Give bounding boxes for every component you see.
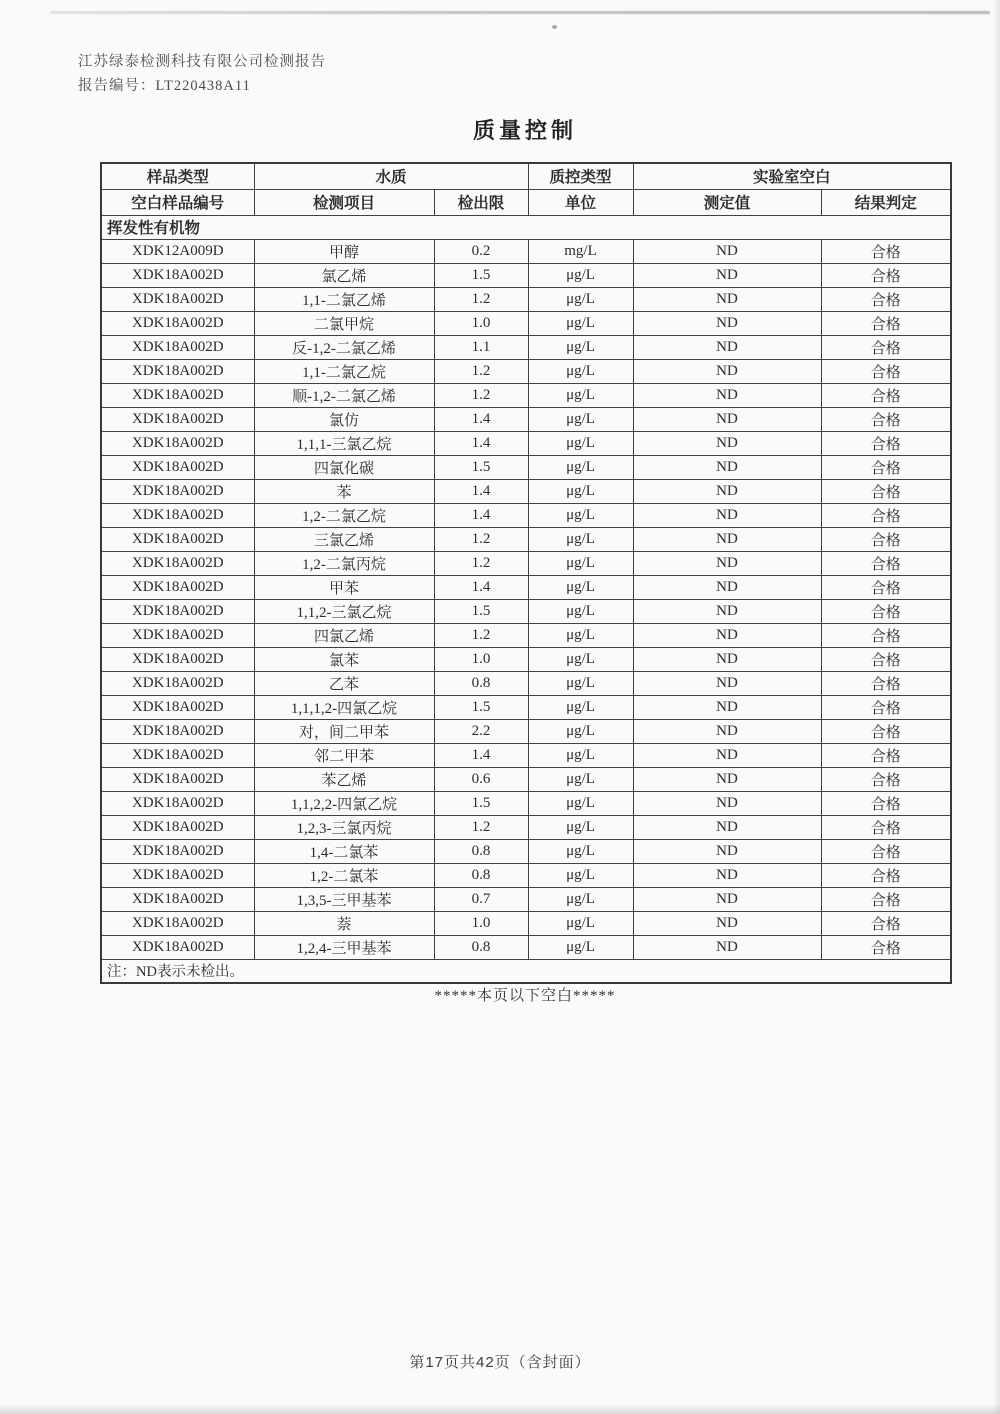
header-analyte: 检测项目 [254,189,434,215]
analyte-cell: 二氯甲烷 [254,311,434,335]
judgment-cell: 合格 [821,311,951,335]
judgment-cell: 合格 [821,839,951,863]
header-matrix: 水质 [254,163,528,189]
detection-limit-cell: 0.2 [434,239,528,263]
table-note: 注：ND表示未检出。 [101,959,951,983]
detection-limit-cell: 1.2 [434,359,528,383]
analyte-cell: 邻二甲苯 [254,743,434,767]
judgment-cell: 合格 [821,503,951,527]
detection-limit-cell: 1.5 [434,791,528,815]
table-row [101,503,951,527]
detection-limit-cell: 0.8 [434,839,528,863]
table-row [101,719,951,743]
sample-id-cell: XDK18A002D [101,743,254,767]
header-qc-type: 质控类型 [528,163,633,189]
unit-cell: μg/L [528,359,633,383]
table-header-row-1 [101,163,951,189]
judgment-cell: 合格 [821,263,951,287]
scan-right-shade [993,0,1000,1414]
analyte-cell: 1,1,1,2-四氯乙烷 [254,695,434,719]
sample-id-cell: XDK12A009D [101,239,254,263]
analyte-cell: 1,1,2,2-四氯乙烷 [254,791,434,815]
measured-value-cell: ND [633,263,821,287]
measured-value-cell: ND [633,431,821,455]
unit-cell: μg/L [528,743,633,767]
measured-value-cell: ND [633,815,821,839]
measured-value-cell: ND [633,863,821,887]
judgment-cell: 合格 [821,575,951,599]
measured-value-cell: ND [633,887,821,911]
sample-id-cell: XDK18A002D [101,527,254,551]
judgment-cell: 合格 [821,815,951,839]
analyte-cell: 1,2,3-三氯丙烷 [254,815,434,839]
analyte-cell: 1,1-二氯乙烯 [254,287,434,311]
table-row [101,887,951,911]
scan-dot-artifact [552,25,557,29]
unit-cell: μg/L [528,887,633,911]
detection-limit-cell: 0.6 [434,767,528,791]
measured-value-cell: ND [633,311,821,335]
sample-id-cell: XDK18A002D [101,383,254,407]
sample-id-cell: XDK18A002D [101,335,254,359]
sample-id-cell: XDK18A002D [101,647,254,671]
unit-cell: μg/L [528,287,633,311]
detection-limit-cell: 2.2 [434,719,528,743]
sample-id-cell: XDK18A002D [101,671,254,695]
detection-limit-cell: 1.4 [434,479,528,503]
measured-value-cell: ND [633,407,821,431]
judgment-cell: 合格 [821,455,951,479]
analyte-cell: 三氯乙烯 [254,527,434,551]
judgment-cell: 合格 [821,767,951,791]
detection-limit-cell: 1.5 [434,263,528,287]
sample-id-cell: XDK18A002D [101,263,254,287]
analyte-cell: 氯苯 [254,647,434,671]
sample-id-cell: XDK18A002D [101,719,254,743]
measured-value-cell: ND [633,383,821,407]
table-row [101,455,951,479]
analyte-cell: 乙苯 [254,671,434,695]
measured-value-cell: ND [633,719,821,743]
measured-value-cell: ND [633,935,821,959]
header-detection-limit: 检出限 [434,189,528,215]
table-header-row-2 [101,189,951,215]
sample-id-cell: XDK18A002D [101,599,254,623]
table-row [101,815,951,839]
detection-limit-cell: 1.4 [434,503,528,527]
table-row [101,671,951,695]
judgment-cell: 合格 [821,695,951,719]
measured-value-cell: ND [633,791,821,815]
detection-limit-cell: 1.2 [434,551,528,575]
measured-value-cell: ND [633,839,821,863]
analyte-cell: 反-1,2-二氯乙烯 [254,335,434,359]
judgment-cell: 合格 [821,719,951,743]
analyte-cell: 1,2-二氯丙烷 [254,551,434,575]
table-row [101,551,951,575]
sample-id-cell: XDK18A002D [101,623,254,647]
table-row [101,431,951,455]
header-measured-value: 测定值 [633,189,821,215]
detection-limit-cell: 1.2 [434,815,528,839]
detection-limit-cell: 1.2 [434,527,528,551]
detection-limit-cell: 0.8 [434,863,528,887]
judgment-cell: 合格 [821,287,951,311]
measured-value-cell: ND [633,455,821,479]
unit-cell: μg/L [528,791,633,815]
table-row [101,311,951,335]
analyte-cell: 甲苯 [254,575,434,599]
measured-value-cell: ND [633,743,821,767]
judgment-cell: 合格 [821,239,951,263]
sample-id-cell: XDK18A002D [101,887,254,911]
table-row [101,407,951,431]
judgment-cell: 合格 [821,479,951,503]
unit-cell: μg/L [528,575,633,599]
table-row [101,599,951,623]
judgment-cell: 合格 [821,647,951,671]
analyte-cell: 顺-1,2-二氯乙烯 [254,383,434,407]
unit-cell: μg/L [528,695,633,719]
unit-cell: μg/L [528,911,633,935]
measured-value-cell: ND [633,695,821,719]
unit-cell: μg/L [528,647,633,671]
unit-cell: μg/L [528,503,633,527]
judgment-cell: 合格 [821,671,951,695]
measured-value-cell: ND [633,671,821,695]
page-number: 第17页共42页（含封面） [409,1354,591,1371]
detection-limit-cell: 1.0 [434,911,528,935]
unit-cell: mg/L [528,239,633,263]
detection-limit-cell: 1.5 [434,695,528,719]
judgment-cell: 合格 [821,743,951,767]
judgment-cell: 合格 [821,599,951,623]
sample-id-cell: XDK18A002D [101,479,254,503]
sample-id-cell: XDK18A002D [101,839,254,863]
judgment-cell: 合格 [821,407,951,431]
detection-limit-cell: 1.4 [434,743,528,767]
sample-id-cell: XDK18A002D [101,551,254,575]
detection-limit-cell: 1.0 [434,311,528,335]
unit-cell: μg/L [528,863,633,887]
table-row [101,263,951,287]
analyte-cell: 萘 [254,911,434,935]
measured-value-cell: ND [633,575,821,599]
table-row [101,527,951,551]
report-number-line: 报告编号：LT220438A11 [78,78,251,94]
judgment-cell: 合格 [821,863,951,887]
judgment-cell: 合格 [821,383,951,407]
analyte-cell: 四氯化碳 [254,455,434,479]
table-row [101,623,951,647]
table-row [101,383,951,407]
detection-limit-cell: 0.8 [434,935,528,959]
unit-cell: μg/L [528,527,633,551]
judgment-cell: 合格 [821,551,951,575]
table-row [101,575,951,599]
analyte-cell: 对，间二甲苯 [254,719,434,743]
sample-id-cell: XDK18A002D [101,455,254,479]
analyte-cell: 四氯乙烯 [254,623,434,647]
detection-limit-cell: 1.2 [434,623,528,647]
analyte-cell: 甲醇 [254,239,434,263]
table-row [101,791,951,815]
judgment-cell: 合格 [821,791,951,815]
measured-value-cell: ND [633,239,821,263]
detection-limit-cell: 0.7 [434,887,528,911]
table-row [101,743,951,767]
table-row [101,935,951,959]
analyte-cell: 氯仿 [254,407,434,431]
unit-cell: μg/L [528,623,633,647]
measured-value-cell: ND [633,911,821,935]
section-row-voc [101,215,951,239]
page-title: 质量控制 [472,118,577,143]
header-blank-sample-id: 空白样品编号 [101,189,254,215]
table-row [101,287,951,311]
measured-value-cell: ND [633,647,821,671]
measured-value-cell: ND [633,287,821,311]
table-row [101,239,951,263]
header-unit: 单位 [528,189,633,215]
unit-cell: μg/L [528,839,633,863]
analyte-cell: 苯 [254,479,434,503]
unit-cell: μg/L [528,479,633,503]
analyte-cell: 苯乙烯 [254,767,434,791]
detection-limit-cell: 1.0 [434,647,528,671]
scan-edge-artifact [50,11,990,14]
judgment-cell: 合格 [821,527,951,551]
measured-value-cell: ND [633,527,821,551]
unit-cell: μg/L [528,455,633,479]
detection-limit-cell: 1.4 [434,407,528,431]
detection-limit-cell: 1.2 [434,383,528,407]
measured-value-cell: ND [633,359,821,383]
sample-id-cell: XDK18A002D [101,695,254,719]
detection-limit-cell: 1.5 [434,599,528,623]
sample-id-cell: XDK18A002D [101,935,254,959]
judgment-cell: 合格 [821,335,951,359]
measured-value-cell: ND [633,479,821,503]
table-row [101,479,951,503]
unit-cell: μg/L [528,815,633,839]
analyte-cell: 1,1,1-三氯乙烷 [254,431,434,455]
sample-id-cell: XDK18A002D [101,791,254,815]
analyte-cell: 氯乙烯 [254,263,434,287]
table-row [101,647,951,671]
detection-limit-cell: 1.2 [434,287,528,311]
unit-cell: μg/L [528,599,633,623]
report-header [78,50,326,98]
sample-id-cell: XDK18A002D [101,575,254,599]
analyte-cell: 1,1-二氯乙烷 [254,359,434,383]
table-row [101,863,951,887]
analyte-cell: 1,2-二氯乙烷 [254,503,434,527]
section-label: 挥发性有机物 [101,215,951,239]
table-note-row [101,959,951,983]
company-report-line: 江苏绿泰检测科技有限公司检测报告 [78,54,326,70]
detection-limit-cell: 1.5 [434,455,528,479]
table-row [101,695,951,719]
header-lab-blank: 实验室空白 [633,163,951,189]
measured-value-cell: ND [633,599,821,623]
measured-value-cell: ND [633,623,821,647]
unit-cell: μg/L [528,383,633,407]
sample-id-cell: XDK18A002D [101,359,254,383]
unit-cell: μg/L [528,767,633,791]
sample-id-cell: XDK18A002D [101,311,254,335]
quality-control-table [100,162,952,984]
sample-id-cell: XDK18A002D [101,407,254,431]
table-row [101,335,951,359]
unit-cell: μg/L [528,407,633,431]
detection-limit-cell: 1.4 [434,575,528,599]
sample-id-cell: XDK18A002D [101,503,254,527]
judgment-cell: 合格 [821,431,951,455]
measured-value-cell: ND [633,767,821,791]
unit-cell: μg/L [528,551,633,575]
sample-id-cell: XDK18A002D [101,863,254,887]
sample-id-cell: XDK18A002D [101,911,254,935]
analyte-cell: 1,2-二氯苯 [254,863,434,887]
unit-cell: μg/L [528,935,633,959]
table-row [101,839,951,863]
judgment-cell: 合格 [821,359,951,383]
judgment-cell: 合格 [821,623,951,647]
header-judgment: 结果判定 [821,189,951,215]
analyte-cell: 1,4-二氯苯 [254,839,434,863]
blank-below-note: *****本页以下空白***** [434,988,616,1004]
unit-cell: μg/L [528,671,633,695]
sample-id-cell: XDK18A002D [101,815,254,839]
sample-id-cell: XDK18A002D [101,287,254,311]
detection-limit-cell: 1.1 [434,335,528,359]
analyte-cell: 1,3,5-三甲基苯 [254,887,434,911]
analyte-cell: 1,2,4-三甲基苯 [254,935,434,959]
detection-limit-cell: 0.8 [434,671,528,695]
header-sample-type: 样品类型 [101,163,254,189]
measured-value-cell: ND [633,503,821,527]
unit-cell: μg/L [528,431,633,455]
judgment-cell: 合格 [821,911,951,935]
judgment-cell: 合格 [821,935,951,959]
analyte-cell: 1,1,2-三氯乙烷 [254,599,434,623]
unit-cell: μg/L [528,311,633,335]
judgment-cell: 合格 [821,887,951,911]
table-row [101,359,951,383]
sample-id-cell: XDK18A002D [101,767,254,791]
table-row [101,911,951,935]
sample-id-cell: XDK18A002D [101,431,254,455]
measured-value-cell: ND [633,551,821,575]
measured-value-cell: ND [633,335,821,359]
scan-bottom-shade [0,1404,1000,1414]
unit-cell: μg/L [528,719,633,743]
table-row [101,767,951,791]
unit-cell: μg/L [528,263,633,287]
detection-limit-cell: 1.4 [434,431,528,455]
unit-cell: μg/L [528,335,633,359]
